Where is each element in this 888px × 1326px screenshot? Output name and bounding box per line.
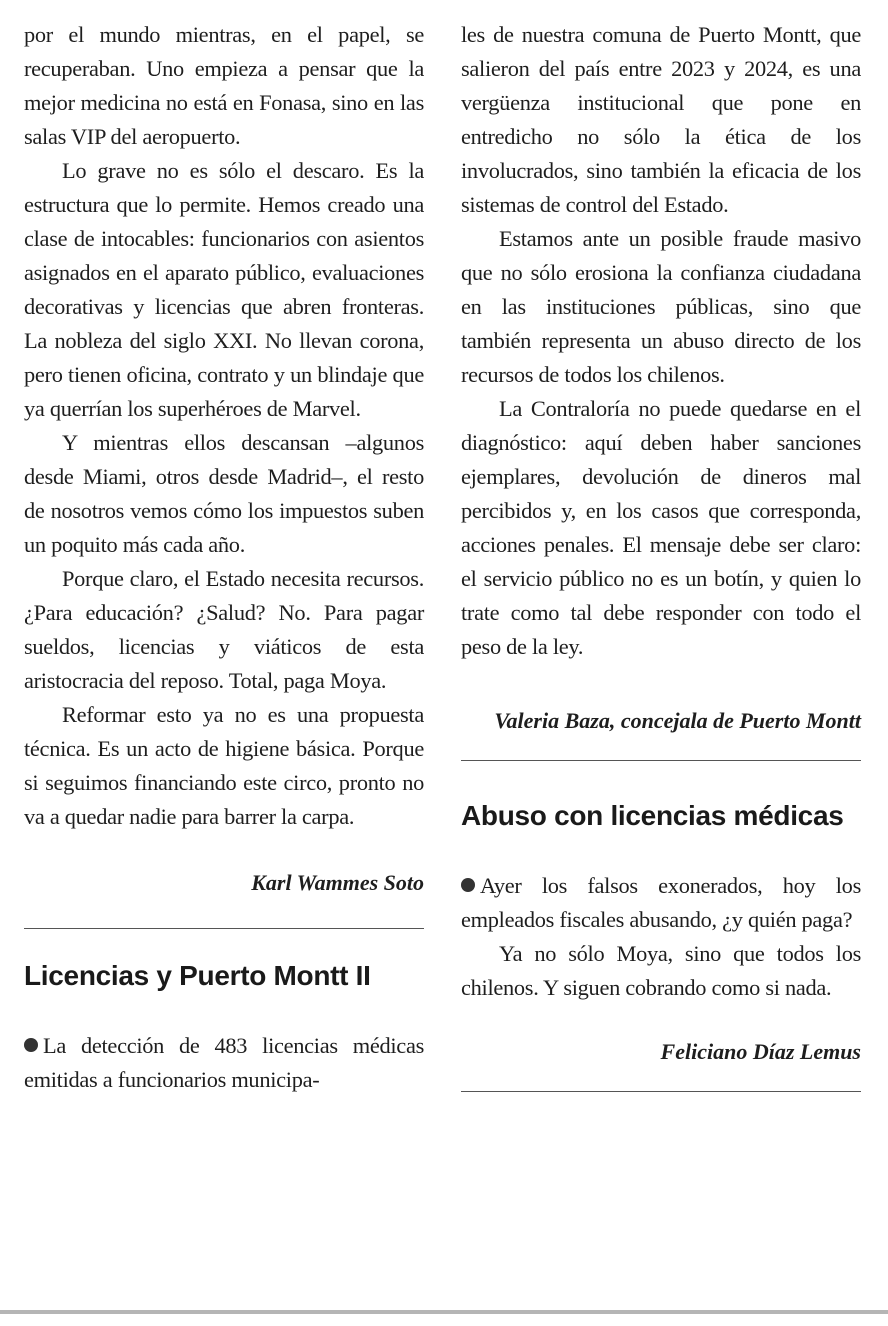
letter-paragraph: les de nuestra comuna de Puerto Montt, que salieron del país entre 2023 y 2024, es una vergüenza institucional que pone en entredicho no sólo la ética de los involucrados, sino también la eficacia de los sistemas de control del Estado. <box>461 22 861 217</box>
letter-heading: Abuso con licencias médicas <box>461 800 844 831</box>
section-divider <box>461 760 861 761</box>
bullet-icon <box>24 1038 38 1052</box>
left-column <box>24 18 424 1097</box>
letter-paragraph: Ayer los falsos exonerados, hoy los empleados fiscales abusando, ¿y quién paga? <box>461 873 861 932</box>
letter-heading: Licencias y Puerto Montt II <box>24 960 371 991</box>
letter-paragraph: Porque claro, el Estado necesita recursos. ¿Para educación? ¿Salud? No. Para pagar sueldos, licencias y viáticos de esta aristocracia del reposo. Total, paga Moya. <box>24 566 424 693</box>
letter-signature: Karl Wammes Soto <box>251 870 424 895</box>
right-column <box>461 18 861 1092</box>
section-divider <box>24 928 424 929</box>
letter-paragraph: La detección de 483 licencias médicas emitidas a funcionarios municipa- <box>24 1033 424 1092</box>
letter-paragraph: Ya no sólo Moya, sino que todos los chilenos. Y siguen cobrando como si nada. <box>461 941 861 1000</box>
letter-paragraph: Reformar esto ya no es una propuesta técnica. Es un acto de higiene básica. Porque si seguimos financiando este circo, pronto no va a quedar nadie para barrer la carpa. <box>24 702 424 829</box>
letter-signature: Feliciano Díaz Lemus <box>660 1039 861 1064</box>
letter-signature: Valeria Baza, concejala de Puerto Montt <box>494 708 861 733</box>
letter-paragraph: La Contraloría no puede quedarse en el diagnóstico: aquí deben haber sanciones ejemplares, devolución de dineros mal percibidos y, en los casos que corresponda, acciones penales. El mensaje debe ser claro: el servicio público no es un botín, y quien lo trate como tal debe responder con todo el peso de la ley. <box>461 396 861 659</box>
letter-paragraph: Lo grave no es sólo el descaro. Es la estructura que lo permite. Hemos creado una clase de intocables: funcionarios con asientos asignados en el aparato público, evaluaciones decorativas y licencias que abren fronteras. La nobleza del siglo XXI. No llevan corona, pero tienen oficina, contrato y un blindaje que ya querrían los superhéroes de Marvel. <box>24 158 424 421</box>
section-divider <box>461 1091 861 1092</box>
page-bottom-border <box>0 1310 888 1314</box>
letter-paragraph: Y mientras ellos descansan –algunos desde Miami, otros desde Madrid–, el resto de nosotros vemos cómo los impuestos suben un poquito más cada año. <box>24 430 424 557</box>
letter-paragraph: Estamos ante un posible fraude masivo que no sólo erosiona la confianza ciudadana en las instituciones públicas, sino que también representa un abuso directo de los recursos de todos los chilenos. <box>461 226 861 387</box>
letter-paragraph: por el mundo mientras, en el papel, se recuperaban. Uno empieza a pensar que la mejor medicina no está en Fonasa, sino en las salas VIP del aeropuerto. <box>24 22 424 149</box>
bullet-icon <box>461 878 475 892</box>
